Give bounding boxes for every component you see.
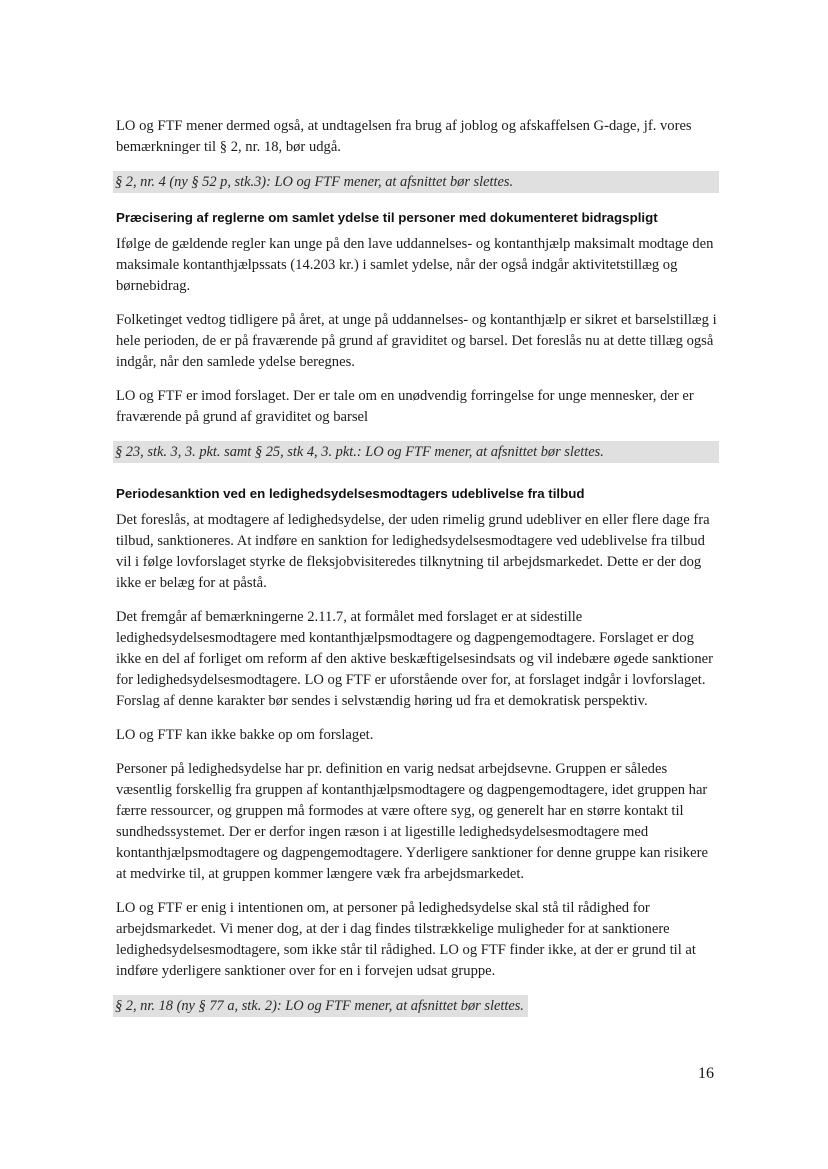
- paragraph: LO og FTF er enig i intentionen om, at personer på ledighedsydelse skal stå til rådighed for arbejdsmarkedet. Vi mener dog, at der i dag findes tilstrækkelige muligheder for at sanktionere ledighedsydelsesmodtagere, som ikke står til rådighed. LO og FTF finder ikke, at der er grund til at indføre yderligere sanktioner over for en i forvejen udsat gruppe.: [116, 900, 696, 979]
- paragraph: Personer på ledighedsydelse har pr. definition en varig nedsat arbejdsevne. Gruppen er således væsentlig forskellig fra gruppen af kontanthjælpsmodtagere og dagpengemodtagere, idet gruppen har færre ressourcer, og gruppen må formodes at være oftere syg, og generelt har en større kontakt til sundhedssystemet. Der er derfor ingen ræson i at ligestille ledighedsydelsesmodtagere med kontanthjælpsmodtagere og dagpengemodtagere. Yderligere sanktioner for denne gruppe kan risikere at medvirke til, at gruppen kommer længere væk fra arbejdsmarkedet.: [116, 761, 708, 882]
- amendment-note: § 2, nr. 4 (ny § 52 p, stk.3): LO og FTF mener, at afsnittet bør slettes.: [113, 171, 719, 193]
- amendment-note: § 2, nr. 18 (ny § 77 a, stk. 2): LO og FTF mener, at afsnittet bør slettes.: [113, 995, 528, 1017]
- intro-paragraph: LO og FTF mener dermed også, at undtagelsen fra brug af joblog og afskaffelsen G-dage, jf. vores bemærkninger til § 2, nr. 18, bør udgå.: [116, 118, 692, 155]
- page-number: 16: [698, 1065, 714, 1082]
- paragraph: Det fremgår af bemærkningerne 2.11.7, at formålet med forslaget er at sidestille ledighedsydelsesmodtagere med kontanthjælpsmodtagere og dagpengemodtagere. Forslaget er dog ikke en del af forliget om reform af den aktive beskæftigelsesindsats og vil indebære øgede sanktioner for ledighedsydelsesmodtagere. LO og FTF er uforstående over for, at forslaget indgår i lovforslaget. Forslag af denne karakter bør sendes i selvstændig høring ud fra et demokratisk perspektiv.: [116, 609, 713, 709]
- paragraph: Folketinget vedtog tidligere på året, at unge på uddannelses- og kontanthjælp er sikret et barselstillæg i hele perioden, de er på fraværende på grund af graviditet og barsel. Det foreslås nu at dette tillæg også indgår, når den samlede ydelse beregnes.: [116, 312, 717, 370]
- document-page: [116, 116, 720, 1032]
- amendment-note: § 23, stk. 3, 3. pkt. samt § 25, stk 4, 3. pkt.: LO og FTF mener, at afsnittet bør slettes.: [113, 441, 719, 463]
- paragraph: LO og FTF er imod forslaget. Der er tale om en unødvendig forringelse for unge mennesker, der er fraværende på grund af graviditet og barsel: [116, 388, 694, 425]
- section-heading: Periodesanktion ved en ledighedsydelsesmodtagers udeblivelse fra tilbud: [116, 486, 585, 501]
- paragraph: Det foreslås, at modtagere af ledighedsydelse, der uden rimelig grund udebliver en eller flere dage fra tilbud, sanktioneres. At indføre en sanktion for ledighedsydelsesmodtagere ved udeblivelse fra tilbud vil i følge lovforslaget styrke de fleksjobvisiteredes tilknytning til arbejdsmarkedet. Dette er der dog ikke er belæg for at påstå.: [116, 512, 710, 591]
- paragraph: Ifølge de gældende regler kan unge på den lave uddannelses- og kontanthjælp maksimalt modtage den maksimale kontanthjælpssats (14.203 kr.) i samlet ydelse, når der også indgår aktivitetstillæg og børnebidrag.: [116, 236, 714, 294]
- paragraph: LO og FTF kan ikke bakke op om forslaget.: [116, 727, 374, 743]
- section-heading: Præcisering af reglerne om samlet ydelse til personer med dokumenteret bidragspligt: [116, 210, 658, 225]
